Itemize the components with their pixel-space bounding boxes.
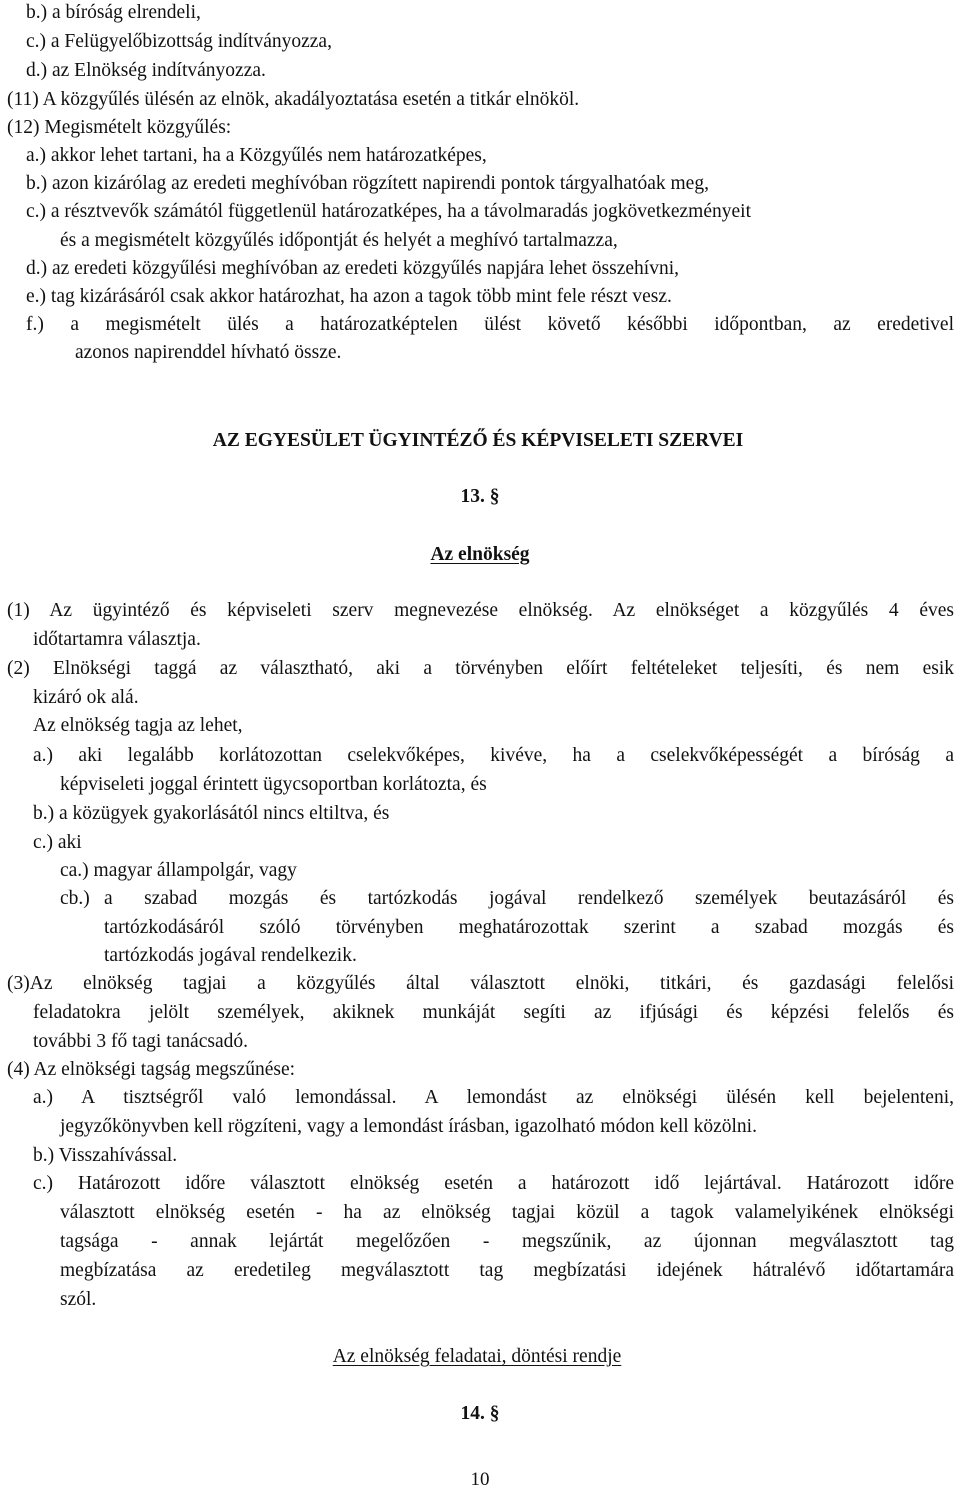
section-title: AZ EGYESÜLET ÜGYINTÉZŐ ÉS KÉPVISELETI SZERVEI — [212, 430, 744, 451]
section-13-p2-cont: kizáró ok alá. — [33, 687, 139, 708]
item-b: b.) a bíróság elrendeli, — [26, 2, 201, 23]
section-13-item-a-cont: képviseleti joggal érintett ügycsoportban korlátozta, és — [60, 774, 487, 795]
section-13-item-a: a.) aki legalább korlátozottan cselekvőképes, kivéve, ha a cselekvőképességét a bíróság a — [33, 745, 954, 766]
section-13-item-cb-cont1: tartózkodásáról szóló törvényben meghatározottak szerint a szabad mozgás és — [104, 917, 954, 938]
section-13-item-cb-cont2: tartózkodás jogával rendelkezik. — [104, 945, 357, 966]
item-12-c-cont: és a megismételt közgyűlés időpontját és helyét a meghívó tartalmazza, — [60, 230, 618, 251]
section-13-p4-c-cont3: megbízatása az eredetileg megválasztott tag megbízatási idejének hátralévő időtartamára — [60, 1260, 954, 1281]
section-13-item-c: c.) aki — [33, 832, 82, 853]
subsection-title: Az elnökség feladatai, döntési rendje — [332, 1346, 622, 1367]
item-12-f: f.) a megismételt ülés a határozatképtelen ülést követő későbbi időpontban, az eredetivel — [26, 314, 954, 335]
section-13-p2: (2) Elnökségi taggá az választható, aki a törvényben előírt feltételeket teljesíti, és nem esik — [7, 658, 954, 679]
page-number: 10 — [470, 1469, 490, 1490]
section-13-p4-a-cont: jegyzőkönyvben kell rögzíteni, vagy a lemondást írásban, igazolható módon kell közölni. — [60, 1116, 757, 1137]
section-13-p4: (4) Az elnökségi tagság megszűnése: — [7, 1059, 296, 1080]
item-12-b: b.) azon kizárólag az eredeti meghívóban rögzített napirendi pontok tárgyalhatóak meg, — [26, 173, 709, 194]
section-13-p1: (1) Az ügyintéző és képviseleti szerv megnevezése elnökség. Az elnökséget a közgyűlés 4 éves — [7, 600, 954, 621]
section-13-item-cb: a szabad mozgás és tartózkodás jogával rendelkező személyek beutazásáról és — [104, 888, 954, 909]
paragraph-11: (11) A közgyűlés ülésén az elnök, akadályoztatása esetén a titkár elnököl. — [7, 89, 580, 110]
section-13-p3-cont2: további 3 fő tagi tanácsadó. — [33, 1031, 248, 1052]
item-12-c: c.) a résztvevők számától függetlenül határozatképes, ha a távolmaradás jogkövetkezményeit — [26, 201, 751, 222]
item-c: c.) a Felügyelőbizottság indítványozza, — [26, 31, 332, 52]
section-13-title: Az elnökség — [430, 544, 530, 565]
section-13-p4-c-cont2: tagsága - annak lejártát megelőzően - megszűnik, az újonnan megválasztott tag — [60, 1231, 954, 1252]
section-13-p1-cont: időtartamra választja. — [33, 629, 201, 650]
item-12-f-cont: azonos napirenddel hívható össze. — [75, 342, 342, 363]
item-12-e: e.) tag kizárásáról csak akkor határozhat, ha azon a tagok több mint fele részt vesz. — [26, 286, 672, 307]
section-13-p4-c-cont4: szól. — [60, 1289, 97, 1310]
section-13-p4-b: b.) Visszahívással. — [33, 1145, 178, 1166]
item-12-d: d.) az eredeti közgyűlési meghívóban az eredeti közgyűlés napjára lehet összehívni, — [26, 258, 679, 279]
section-13-p4-c-cont1: választott elnökség esetén - ha az elnökség tagjai közül a tagok valamelyikének elnökségi — [60, 1202, 954, 1223]
section-13-item-ca: ca.) magyar állampolgár, vagy — [60, 860, 297, 881]
item-d: d.) az Elnökség indítványozza. — [26, 60, 266, 81]
section-14-number: 14. § — [460, 1403, 500, 1424]
section-13-p2-intro: Az elnökség tagja az lehet, — [33, 715, 243, 736]
section-13-p3-cont1: feladatokra jelölt személyek, akiknek munkáját segíti az ifjúsági és képzési felelős és — [33, 1002, 954, 1023]
section-13-p4-a: a.) A tisztségről való lemondással. A lemondást az elnökségi ülésén kell bejelenteni, — [33, 1087, 954, 1108]
item-12-a: a.) akkor lehet tartani, ha a Közgyűlés nem határozatképes, — [26, 145, 487, 166]
section-13-item-cb-label: cb.) — [60, 888, 90, 909]
section-13-number: 13. § — [460, 486, 500, 507]
section-13-p3: (3)Az elnökség tagjai a közgyűlés által választott elnöki, titkári, és gazdasági felelősi — [7, 973, 954, 994]
paragraph-12: (12) Megismételt közgyűlés: — [7, 117, 232, 138]
section-13-p4-c: c.) Határozott időre választott elnökség esetén a határozott idő lejártával. Határozott időre — [33, 1173, 954, 1194]
section-13-item-b: b.) a közügyek gyakorlásától nincs eltiltva, és — [33, 803, 390, 824]
